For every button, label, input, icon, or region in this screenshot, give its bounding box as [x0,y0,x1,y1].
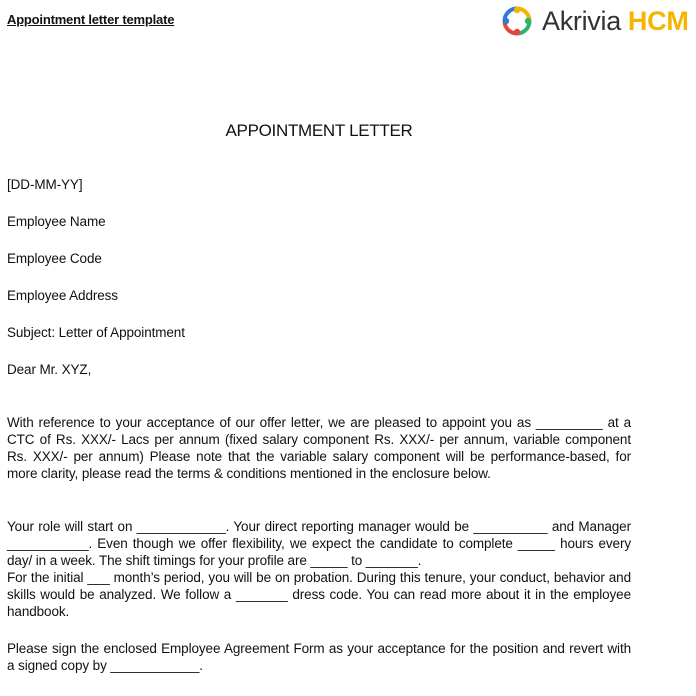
employee-name-field: Employee Name [7,214,106,229]
employee-address-field: Employee Address [7,288,118,303]
paragraph-text: Your role will start on ____________. Your direct reporting manager would be __________ and Manager ___________. Even though we offer flexibility, we expect the candidate to complete _____ hours every day/ in a week. The shift timings for your profile are _____ to _______. [7,519,631,568]
paragraph-text: With reference to your acceptance of our offer letter, we are pleased to appoint you as _________ at a CTC of Rs. XXX/- Lacs per annum (fixed salary component Rs. XXX/- per annum, variable component Rs. XXX/- per annum) Please note that the variable salary component will be performance-based, for more clarity, please read the terms & conditions mentioned in the enclosure below. [7,415,631,481]
body-paragraph-offer [7,414,631,482]
paragraph-text: Please sign the enclosed Employee Agreement Form as your acceptance for the position and revert with a signed copy by ____________. [7,641,631,673]
body-paragraph-sign [7,640,631,674]
people-circle-logo-icon [500,4,534,38]
employee-code-field: Employee Code [7,251,102,266]
letter-subject: Subject: Letter of Appointment [7,325,185,340]
letter-date: [DD-MM-YY] [7,177,83,192]
logo-brand-text: Akrivia [542,5,621,36]
letter-salutation: Dear Mr. XYZ, [7,362,92,377]
paragraph-text: For the initial ___ month’s period, you will be on probation. During this tenure, your conduct, behavior and skills would be analyzed. We follow a _______ dress code. You can read more about it in the employee handbook. [7,570,631,619]
brand-logo [500,3,689,39]
template-title-link[interactable]: Appointment letter template [7,12,175,27]
letter-title: APPOINTMENT LETTER [225,121,413,140]
body-paragraph-role [7,518,631,620]
logo-accent-text: HCM [627,5,689,36]
